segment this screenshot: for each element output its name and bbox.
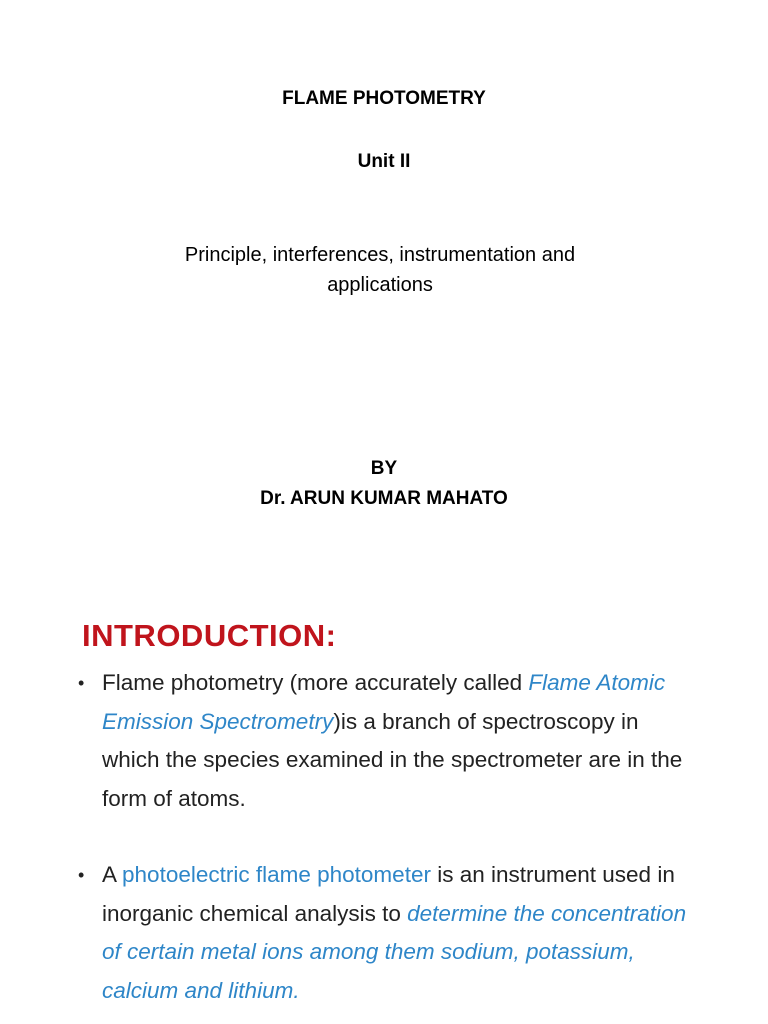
- bullet-text: [102, 856, 702, 1010]
- author-name: Dr. ARUN KUMAR MAHATO: [260, 488, 508, 509]
- highlighted-term: Flame Atomic Emission Spectrometry: [102, 670, 666, 734]
- introduction-heading: INTRODUCTION:: [82, 618, 337, 653]
- bullet-dot-icon: •: [78, 673, 85, 693]
- highlighted-phrase: determine the concentration of certain metal ions among them sodium, potassium, calcium and lithium.: [102, 900, 687, 1003]
- highlighted-term: photoelectric flame photometer: [122, 862, 431, 887]
- bullet-text-segment: A: [102, 862, 123, 887]
- bullet-text-segment: is an instrument used in inorganic chemical analysis to: [102, 862, 675, 926]
- bullet-text-segment: Flame photometry (more accurately called: [102, 670, 529, 695]
- by-label: BY: [370, 458, 398, 479]
- bullet-text: [102, 664, 702, 818]
- document-subtitle: Principle, interferences, instrumentation and applications: [184, 244, 576, 296]
- unit-label: Unit II: [357, 151, 411, 172]
- document-title: FLAME PHOTOMETRY: [282, 88, 486, 109]
- bullet-text-segment: )is a branch of spectroscopy in which the species examined in the spectrometer are in the form of atoms.: [102, 708, 683, 811]
- bullet-dot-icon: •: [78, 865, 85, 885]
